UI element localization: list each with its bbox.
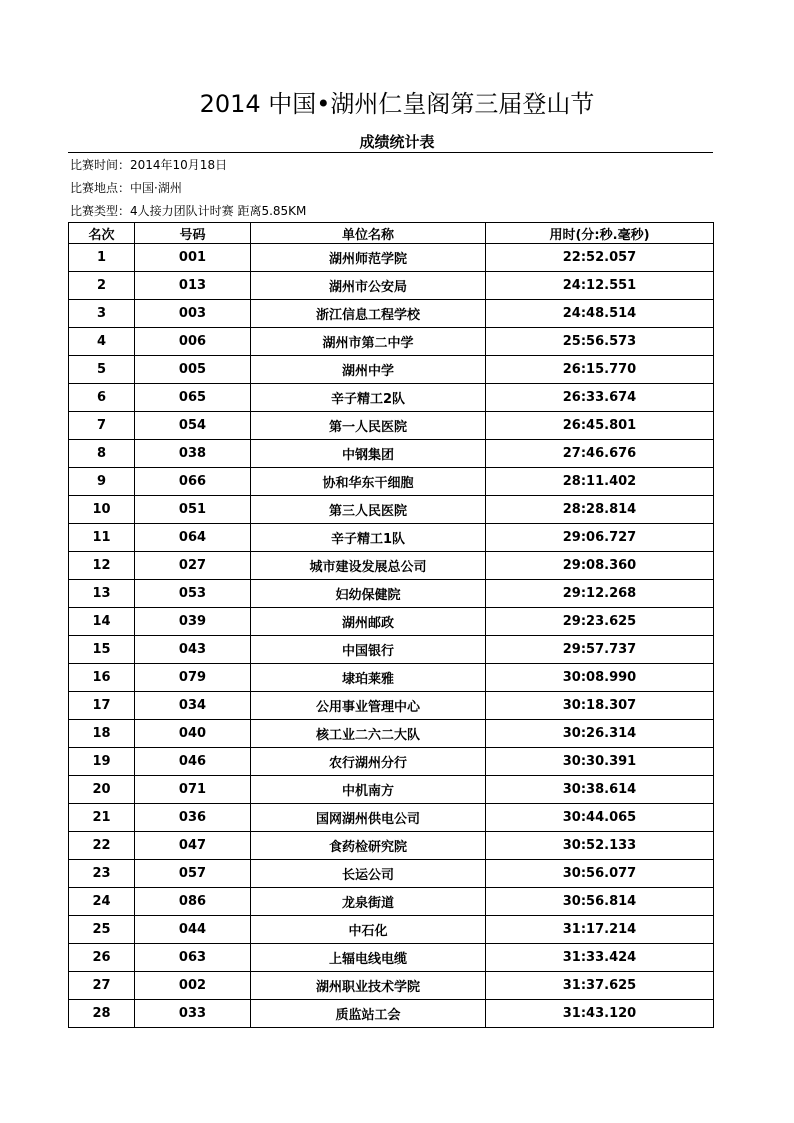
cell-number: 063: [135, 944, 251, 972]
header-divider: [68, 152, 713, 153]
results-body: [69, 244, 714, 1028]
cell-time: 30:56.814: [486, 888, 714, 916]
cell-rank: 19: [69, 748, 135, 776]
table-row: [69, 384, 714, 412]
cell-rank: 1: [69, 244, 135, 272]
cell-number: 001: [135, 244, 251, 272]
cell-rank: 12: [69, 552, 135, 580]
table-row: [69, 608, 714, 636]
cell-number: 064: [135, 524, 251, 552]
cell-unit-name: 长运公司: [251, 860, 486, 888]
cell-time: 31:33.424: [486, 944, 714, 972]
cell-number: 051: [135, 496, 251, 524]
cell-time: 30:38.614: [486, 776, 714, 804]
cell-time: 22:52.057: [486, 244, 714, 272]
table-row: [69, 832, 714, 860]
cell-number: 086: [135, 888, 251, 916]
cell-rank: 5: [69, 356, 135, 384]
cell-rank: 21: [69, 804, 135, 832]
cell-rank: 4: [69, 328, 135, 356]
cell-time: 29:08.360: [486, 552, 714, 580]
cell-rank: 17: [69, 692, 135, 720]
cell-rank: 14: [69, 608, 135, 636]
cell-number: 057: [135, 860, 251, 888]
table-row: [69, 412, 714, 440]
table-row: [69, 692, 714, 720]
event-place: 比赛地点：中国·湖州: [70, 181, 182, 195]
cell-number: 003: [135, 300, 251, 328]
cell-number: 033: [135, 1000, 251, 1028]
cell-time: 29:06.727: [486, 524, 714, 552]
table-row: [69, 776, 714, 804]
header-rank: 名次: [69, 223, 135, 244]
cell-unit-name: 龙泉街道: [251, 888, 486, 916]
cell-unit-name: 核工业二六二大队: [251, 720, 486, 748]
event-type: 比赛类型：4人接力团队计时赛 距离5.85KM: [70, 204, 307, 218]
cell-number: 039: [135, 608, 251, 636]
cell-unit-name: 湖州市公安局: [251, 272, 486, 300]
cell-time: 29:12.268: [486, 580, 714, 608]
cell-time: 25:56.573: [486, 328, 714, 356]
cell-unit-name: 国网湖州供电公司: [251, 804, 486, 832]
cell-time: 28:28.814: [486, 496, 714, 524]
table-row: [69, 468, 714, 496]
table-row: [69, 804, 714, 832]
cell-unit-name: 城市建设发展总公司: [251, 552, 486, 580]
cell-time: 30:44.065: [486, 804, 714, 832]
cell-unit-name: 中机南方: [251, 776, 486, 804]
cell-rank: 16: [69, 664, 135, 692]
cell-time: 28:11.402: [486, 468, 714, 496]
cell-unit-name: 上辐电线电缆: [251, 944, 486, 972]
cell-time: 24:12.551: [486, 272, 714, 300]
cell-rank: 26: [69, 944, 135, 972]
cell-rank: 22: [69, 832, 135, 860]
table-row: [69, 860, 714, 888]
cell-rank: 24: [69, 888, 135, 916]
cell-unit-name: 第一人民医院: [251, 412, 486, 440]
cell-time: 29:23.625: [486, 608, 714, 636]
cell-number: 046: [135, 748, 251, 776]
cell-time: 26:33.674: [486, 384, 714, 412]
cell-time: 26:45.801: [486, 412, 714, 440]
table-row: [69, 888, 714, 916]
table-row: [69, 580, 714, 608]
cell-unit-name: 食药检研究院: [251, 832, 486, 860]
event-time: 比赛时间：2014年10月18日: [70, 158, 228, 172]
cell-time: 29:57.737: [486, 636, 714, 664]
header-unit-name: 单位名称: [251, 223, 486, 244]
cell-rank: 3: [69, 300, 135, 328]
cell-time: 30:30.391: [486, 748, 714, 776]
document-subtitle: 成绩统计表: [359, 133, 435, 151]
header-time: 用时(分:秒.毫秒): [486, 223, 714, 244]
cell-number: 040: [135, 720, 251, 748]
cell-number: 027: [135, 552, 251, 580]
table-row: [69, 636, 714, 664]
cell-unit-name: 质监站工会: [251, 1000, 486, 1028]
cell-number: 013: [135, 272, 251, 300]
table-row: [69, 664, 714, 692]
cell-number: 005: [135, 356, 251, 384]
cell-time: 31:43.120: [486, 1000, 714, 1028]
cell-unit-name: 湖州邮政: [251, 608, 486, 636]
cell-unit-name: 中钢集团: [251, 440, 486, 468]
cell-number: 065: [135, 384, 251, 412]
results-table: [68, 222, 714, 1028]
table-row: [69, 244, 714, 272]
cell-number: 034: [135, 692, 251, 720]
cell-number: 006: [135, 328, 251, 356]
cell-number: 047: [135, 832, 251, 860]
cell-rank: 13: [69, 580, 135, 608]
cell-rank: 23: [69, 860, 135, 888]
cell-time: 30:52.133: [486, 832, 714, 860]
table-row: [69, 524, 714, 552]
table-row: [69, 748, 714, 776]
cell-time: 30:18.307: [486, 692, 714, 720]
cell-number: 054: [135, 412, 251, 440]
cell-rank: 9: [69, 468, 135, 496]
table-row: [69, 916, 714, 944]
cell-time: 31:17.214: [486, 916, 714, 944]
cell-rank: 2: [69, 272, 135, 300]
header-number: 号码: [135, 223, 251, 244]
cell-time: 24:48.514: [486, 300, 714, 328]
cell-number: 036: [135, 804, 251, 832]
cell-unit-name: 妇幼保健院: [251, 580, 486, 608]
cell-number: 071: [135, 776, 251, 804]
cell-rank: 27: [69, 972, 135, 1000]
cell-number: 002: [135, 972, 251, 1000]
cell-time: 26:15.770: [486, 356, 714, 384]
cell-number: 044: [135, 916, 251, 944]
cell-rank: 18: [69, 720, 135, 748]
cell-unit-name: 辛子精工1队: [251, 524, 486, 552]
table-row: [69, 972, 714, 1000]
table-row: [69, 552, 714, 580]
cell-unit-name: 湖州师范学院: [251, 244, 486, 272]
cell-unit-name: 农行湖州分行: [251, 748, 486, 776]
cell-unit-name: 辛子精工2队: [251, 384, 486, 412]
table-row: [69, 1000, 714, 1028]
table-header-row: [69, 223, 714, 244]
cell-number: 079: [135, 664, 251, 692]
table-row: [69, 496, 714, 524]
cell-unit-name: 湖州市第二中学: [251, 328, 486, 356]
cell-time: 31:37.625: [486, 972, 714, 1000]
cell-number: 053: [135, 580, 251, 608]
cell-number: 066: [135, 468, 251, 496]
cell-time: 30:56.077: [486, 860, 714, 888]
table-row: [69, 440, 714, 468]
table-row: [69, 356, 714, 384]
cell-time: 30:26.314: [486, 720, 714, 748]
table-row: [69, 944, 714, 972]
cell-unit-name: 浙江信息工程学校: [251, 300, 486, 328]
table-row: [69, 300, 714, 328]
table-row: [69, 328, 714, 356]
document-title: 2014 中国•湖州仁皇阁第三届登山节: [199, 90, 595, 118]
cell-unit-name: 湖州中学: [251, 356, 486, 384]
cell-time: 27:46.676: [486, 440, 714, 468]
cell-rank: 20: [69, 776, 135, 804]
table-row: [69, 720, 714, 748]
cell-time: 30:08.990: [486, 664, 714, 692]
cell-rank: 15: [69, 636, 135, 664]
cell-rank: 28: [69, 1000, 135, 1028]
cell-unit-name: 公用事业管理中心: [251, 692, 486, 720]
table-row: [69, 272, 714, 300]
cell-rank: 7: [69, 412, 135, 440]
cell-number: 043: [135, 636, 251, 664]
cell-unit-name: 中国银行: [251, 636, 486, 664]
cell-rank: 8: [69, 440, 135, 468]
cell-unit-name: 协和华东干细胞: [251, 468, 486, 496]
cell-unit-name: 埭珀莱雅: [251, 664, 486, 692]
cell-unit-name: 第三人民医院: [251, 496, 486, 524]
cell-number: 038: [135, 440, 251, 468]
cell-rank: 11: [69, 524, 135, 552]
cell-rank: 10: [69, 496, 135, 524]
cell-unit-name: 中石化: [251, 916, 486, 944]
cell-rank: 6: [69, 384, 135, 412]
cell-unit-name: 湖州职业技术学院: [251, 972, 486, 1000]
cell-rank: 25: [69, 916, 135, 944]
